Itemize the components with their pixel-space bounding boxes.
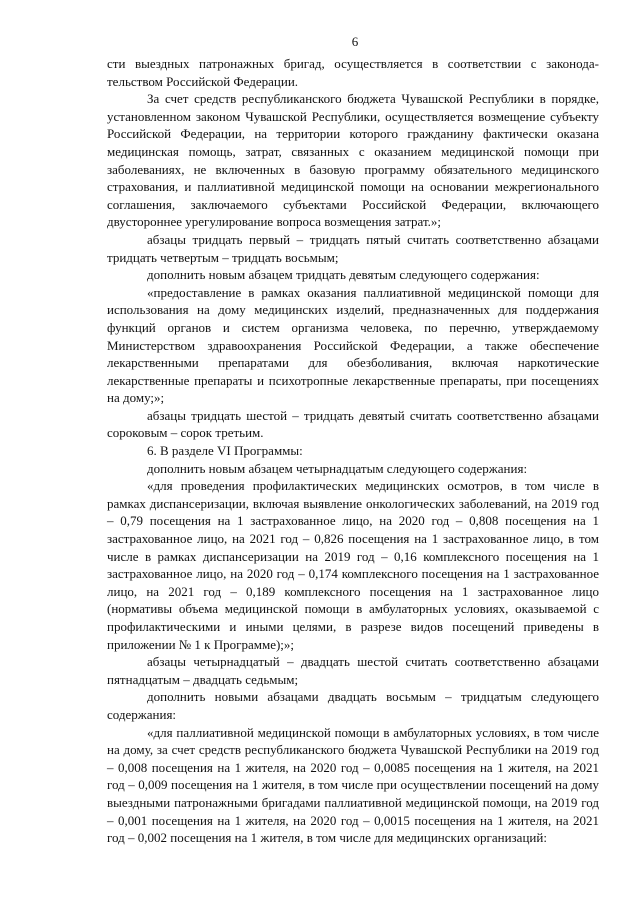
paragraph-7: 6. В разделе VI Программы:	[147, 443, 303, 459]
document-body	[107, 55, 599, 847]
page-number: 6	[351, 34, 359, 49]
paragraph-11: дополнить новыми абзацами двадцать восьмым – тридцатым следующего содержания:	[107, 689, 599, 722]
paragraph-12: «для паллиативной медицинской помощи в амбулаторных условиях, в том числе на дому, за счет средств республиканского бюджета Чувашской Республики на 2019 год – 0,008 посещения на 1 жителя, на 2020 год – 0,0085 посещения на 1 жителя, на 2021 год – 0,009 посещения на 1 жителя, в том числе при осуществлении посещений на дому выездными патронажными бригадами паллиативной медицинской помощи, на 2019 год – 0,001 посещения на 1 жителя, на 2020 год – 0,0015 посещения на 1 жителя, на 2021 год – 0,002 посещения на 1 жителя, в том числе для медицинских организаций:	[107, 724, 599, 846]
paragraph-3: абзацы тридцать первый – тридцать пятый считать соответственно абзацами тридцать четвертым – тридцать восьмым;	[107, 231, 599, 265]
paragraph-5: «предоставление в рамках оказания паллиативной медицинской помощи для использования на дому медицинских изделий, предназначенных для поддержания функций органов и систем организма человека, по перечню, утверждаемому Министерством здравоохранения Российской Федерации, а также обеспечение лекарственными препаратами для обезболивания, включая наркотические лекарственные препараты и психотропные лекарственные препараты, при посещениях на дому;»;	[107, 284, 599, 406]
paragraph-4: дополнить новым абзацем тридцать девятым следующего содержания:	[147, 267, 540, 283]
paragraph-6: абзацы тридцать шестой – тридцать девятый считать соответственно абзацами сороковым – сорок третьим.	[107, 407, 599, 441]
paragraph-1: сти выездных патронажных бригад, осуществляется в соответствии с законодательством Российской Федерации.	[107, 56, 599, 89]
paragraph-9: «для проведения профилактических медицинских осмотров, в том числе в рамках диспансеризации, включая выявление онкологических заболеваний, на 2019 год – 0,79 посещения на 1 застрахованное лицо, на 2020 год – 0,808 посещения на 1 застрахованное лицо, на 2021 год – 0,826 посещения на 1 застрахованное лицо, в том числе в рамках диспансеризации на 2019 год – 0,16 комплексного посещения на 1 застрахованное лицо, на 2020 год – 0,174 комплексного посещения на 1 застрахованное лицо, на 2021 год – 0,189 комплексного посещения на 1 застрахованное лицо (нормативы объема медицинской помощи в амбулаторных условиях, оказываемой с профилактическими и иными целями, в разрезе видов посещений приведены в приложении № 1 к Программе);»;	[107, 478, 599, 652]
paragraph-10: абзацы четырнадцатый – двадцать шестой считать соответственно абзацами пятнадцатым – двадцать седьмым;	[107, 654, 599, 687]
paragraph-2: За счет средств республиканского бюджета Чувашской Республики в порядке, установленном законом Чувашской Республики, осуществляется возмещение субъекту Российской Федерации, на территории которого гражданину фактически оказана медицинская помощь, затрат, связанных с оказанием медицинской помощи при заболеваниях, не включенных в базовую программу обязательного медицинского страхования, и паллиативной медицинской помощи на основании межрегионального соглашения, заключаемого субъектами Российской Федерации, включающего двустороннее урегулирование вопроса возмещения затрат.»;	[107, 91, 599, 230]
paragraph-8: дополнить новым абзацем четырнадцатым следующего содержания:	[147, 460, 528, 476]
